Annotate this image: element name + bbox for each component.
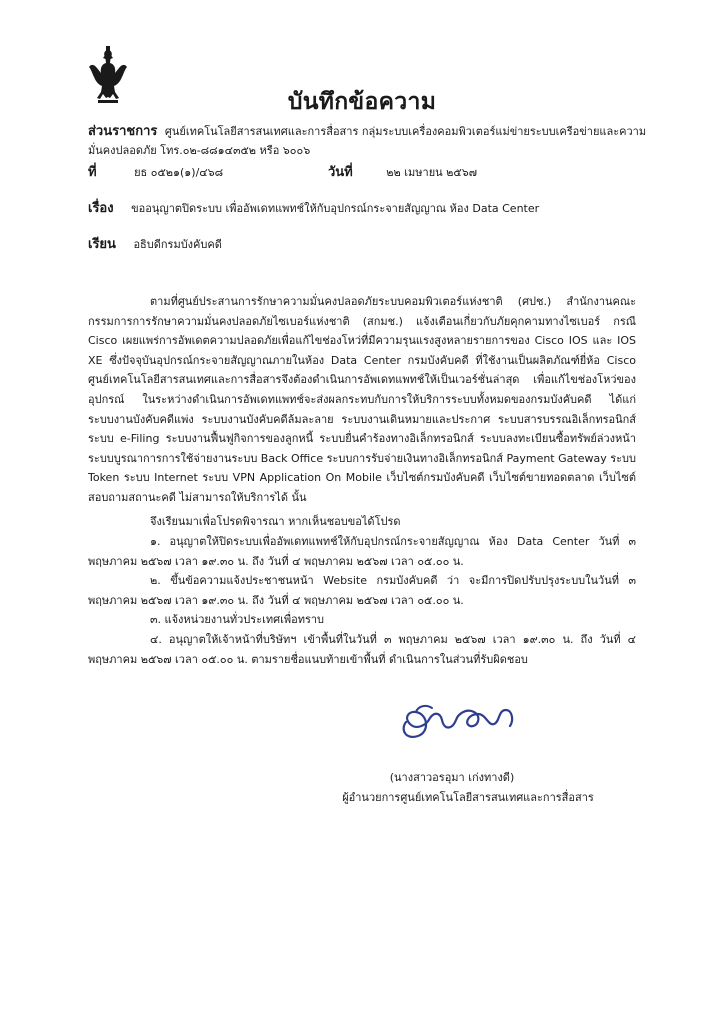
handwritten-signature xyxy=(396,696,524,744)
request-list xyxy=(88,532,636,669)
request-item-4: ๔. อนุญาตให้เจ้าหน้าที่บริษัทฯ เข้าพื้นที่ในวันที่ ๓ พฤษภาคม ๒๕๖๗ เวลา ๑๙.๓๐ น. ถึง วันที่ ๔ พฤษภาคม ๒๕๖๗ เวลา ๐๕.๐๐ น. ตามรายชื่อแนบท้ายเข้าพื้นที่ ดำเนินการในส่วนที่รับผิดชอบ xyxy=(88,632,636,666)
reference-row xyxy=(88,164,223,182)
request-item-1: ๑. อนุญาตให้ปิดระบบเพื่ออัพเดทแพทช์ให้กับอุปกรณ์กระจายสัญญาณ ห้อง Data Center วันที่ ๓ พฤษภาคม ๒๕๖๗ เวลา ๑๙.๓๐ น. ถึง วันที่ ๔ พฤษภาคม ๒๕๖๗ เวลา ๐๕.๐๐ น. xyxy=(88,535,636,568)
body-paragraph-2: จึงเรียนมาเพื่อโปรดพิจารณา หากเห็นชอบขอได้โปรด xyxy=(150,515,401,528)
body-paragraph-1: ตามที่ศูนย์ประสานการรักษาความมั่นคงปลอดภัยระบบคอมพิวเตอร์แห่งชาติ (ศปช.) สำนักงานคณะกรรมการการรักษาความมั่นคงปลอดภัยไซเบอร์แห่งชาติ (สกมช.) แจ้งเตือนเกี่ยวกับภัยคุกคามทางไซเบอร์ กรณี Cisco เผยแพร่การอัพเดตความปลอดภัยเพื่อแก้ไขช่องโหว่ที่มีความรุนแรงสูงหลายรายการของ Cisco IOS และ IOS XE ซึ่งปัจจุบันอุปกรณ์กระจายสัญญาณภายในห้อง Data Center กรมบังคับคดี ที่ใช้งานเป็นผลิตภัณฑ์ยี่ห้อ Cisco ศูนย์เทคโนโลยีสารสนเทศและการสื่อสารจึงต้องดำเนินการอัพเดทแพทช์ให้เป็นเวอร์ชั่นล่าสุด เพื่อแก้ไขช่องโหว่ของอุปกรณ์ ในระหว่างดำเนินการอัพเดทแพทช์จะส่งผลกระทบกับการให้บริการระบบทั้งหมดของกรมบังคับคดี ได้แก่ ระบบงานบังคับคดีแพ่ง ระบบงานบังคับคดีล้มละลาย ระบบงานเดินหมายและประกาศ ระบบสารบรรณอิเล็กทรอนิกส์ ระบบ e-Filing ระบบงานฟื้นฟูกิจการของลูกหนี้ ระบบยื่นคำร้องทางอิเล็กทรอนิกส์ ระบบลงทะเบียนซื้อทรัพย์ล่วงหน้า ระบบบูรณาการการใช้จ่ายงานระบบ Back Office ระบบการรับจ่ายเงินทางอิเล็กทรอนิกส์ Payment Gateway ระบบ Token ระบบ Internet ระบบ VPN Application On Mobile เว็บไซต์กรมบังคับคดี เว็บไซต์ขายทอดตลาด เว็บไซต์สอบถามสถานะคดี ไม่สามารถให้บริการได้ นั้น xyxy=(88,295,636,504)
agency-value: ศูนย์เทคโนโลยีสารสนเทศและการสื่อสาร กลุ่มระบบเครื่องคอมพิวเตอร์แม่ข่ายระบบเครือข่ายและความมั่นคงปลอดภัย โทร.๐๒-๘๘๑๔๓๕๒ หรือ ๖๐๐๖ xyxy=(88,125,647,157)
date-label: วันที่ xyxy=(328,165,353,180)
request-item-3: ๓. แจ้งหน่วยงานทั่วประเทศเพื่อทราบ xyxy=(150,613,325,627)
signer-name: (นางสาวอรอุมา เก่งทางดี) xyxy=(389,771,515,784)
recipient-value: อธิบดีกรมบังคับคดี xyxy=(133,238,222,251)
date-value: ๒๒ เมษายน ๒๕๖๗ xyxy=(386,166,477,179)
agency-row xyxy=(88,122,648,160)
memo-title: บันทึกข้อความ xyxy=(287,89,437,115)
request-item-2: ๒. ขึ้นข้อความแจ้งประชาชนหน้า Website กรมบังคับคดี ว่า จะมีการปิดปรับปรุงระบบในวันที่ ๓ พฤษภาคม ๒๕๖๗ เวลา ๑๙.๓๐ น. ถึง วันที่ ๔ พฤษภาคม ๒๕๖๗ เวลา ๐๕.๐๐ น. xyxy=(88,574,636,607)
signer-position: ผู้อำนวยการศูนย์เทคโนโลยีสารสนเทศและการสื่อสาร xyxy=(342,791,594,804)
subject-row xyxy=(88,200,539,218)
subject-label: เรื่อง xyxy=(88,201,114,216)
subject-value: ขออนุญาตปิดระบบ เพื่ออัพเดทแพทช์ให้กับอุปกรณ์กระจายสัญญาณ ห้อง Data Center xyxy=(131,202,540,215)
signer-block xyxy=(0,768,724,808)
reference-number: ยธ ๐๕๒๑(๑)/๔๖๘ xyxy=(134,166,224,179)
date-row xyxy=(328,164,477,182)
agency-label: ส่วนราชการ xyxy=(88,124,158,139)
recipient-label: เรียน xyxy=(88,237,116,252)
reference-label: ที่ xyxy=(88,165,97,180)
recipient-row xyxy=(88,236,222,254)
